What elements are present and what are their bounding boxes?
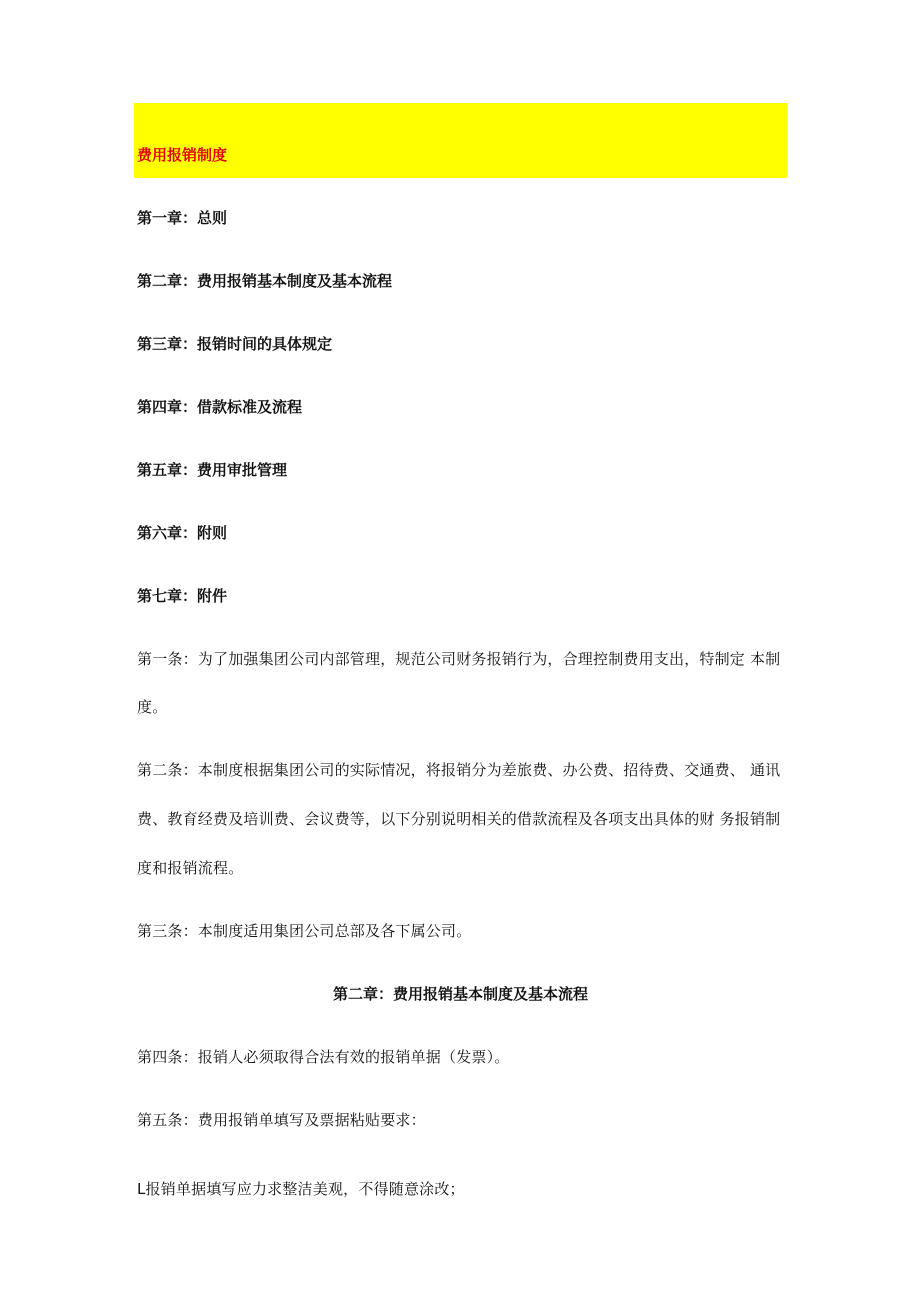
title-banner <box>134 103 787 178</box>
toc-chapter-5: 第五章：费用审批管理 <box>137 461 288 479</box>
article-4-line-1: 第四条：报销人必须取得合法有效的报销单据（发票）。 <box>137 1048 510 1066</box>
article-2-line-3: 度和报销流程。 <box>137 859 244 877</box>
article-1-line-1: 第一条：为了加强集团公司内部管理，规范公司财务报销行为，合理控制费用支出，特制定 本制 <box>137 650 781 668</box>
toc-chapter-6: 第六章：附则 <box>137 524 228 542</box>
article-2-line-2: 费、教育经费及培训费、会议费等，以下分别说明相关的借款流程及各项支出具体的财 务报销制 <box>137 810 781 828</box>
toc-chapter-7: 第七章：附件 <box>137 587 228 605</box>
article-1-line-2: 度。 <box>137 698 168 716</box>
toc-chapter-2: 第二章：费用报销基本制度及基本流程 <box>137 272 393 290</box>
chapter-2-heading: 第二章：费用报销基本制度及基本流程 <box>332 985 588 1003</box>
toc-chapter-4: 第四章：借款标准及流程 <box>137 398 303 416</box>
article-5-line-1: 第五条：费用报销单填写及票据粘贴要求： <box>137 1111 426 1129</box>
document-title: 费用报销制度 <box>137 146 228 164</box>
article-3-line-1: 第三条：本制度适用集团公司总部及各下属公司。 <box>137 922 472 940</box>
toc-chapter-3: 第三章：报销时间的具体规定 <box>137 335 333 353</box>
toc-chapter-1: 第一章：总则 <box>137 209 228 227</box>
article-2-line-1: 第二条：本制度根据集团公司的实际情况，将报销分为差旅费、办公费、招待费、交通费、 通讯 <box>137 761 781 779</box>
article-5-item-1: L报销单据填写应力求整洁美观，不得随意涂改； <box>137 1180 465 1198</box>
